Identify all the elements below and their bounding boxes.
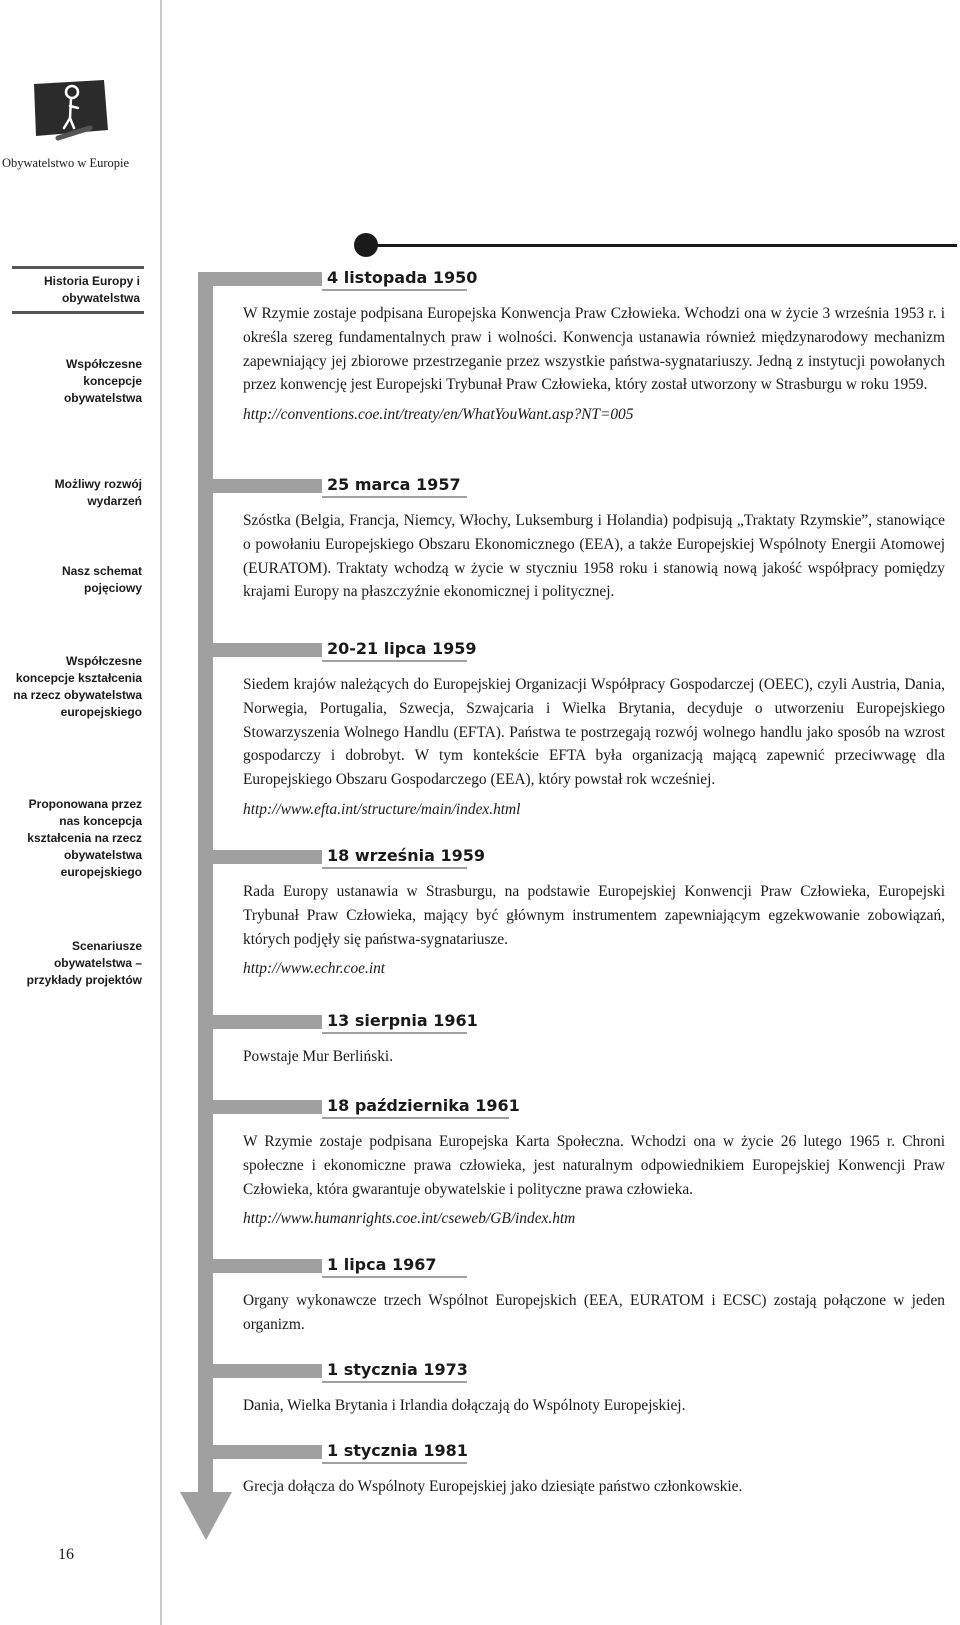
timeline-connector <box>198 272 322 286</box>
sidebar-item-contemporary-concepts[interactable]: Współczesne koncepcje obywatelstwa <box>63 357 142 405</box>
entry-body <box>243 880 945 981</box>
timeline-connector <box>198 1100 322 1114</box>
timeline-connector <box>198 1445 322 1459</box>
timeline-start-dot <box>354 233 378 257</box>
entry-date: 18 października 1961 <box>322 1094 509 1119</box>
entry-body <box>243 1475 945 1499</box>
entry-text: W Rzymie zostaje podpisana Europejska Karta Społeczna. Wchodzi ona w życie 26 lutego 1965 r. Chroni społeczne i ekonomiczne prawa człowieka, jest naturalnym odpowiednikiem Europejskiej Konwencji Praw Człowieka, która gwarantuje obywatelskie i polityczne prawa człowieka. <box>243 1133 945 1198</box>
entry-date: 4 listopada 1950 <box>322 266 467 291</box>
timeline-top-line <box>367 244 957 247</box>
timeline-arrow-down-icon <box>180 1492 232 1540</box>
entry-date: 1 lipca 1967 <box>322 1253 467 1278</box>
sidebar-item-proposed-concept[interactable]: Proponowana przez nas koncepcja kształcenia na rzecz obywatelstwa europejskiego <box>27 797 142 879</box>
entry-text: Siedem krajów należących do Europejskiej Organizacji Współpracy Gospodarczej (OEEC), czyli Austria, Dania, Norwegia, Portugalia, Szwecja, Szwajcaria i Wielka Brytania, decyduje o utworzeniu Europejskiego Stowarzyszenia Wolnego Handlu (EFTA). Państwa te postrzegają rozwój wolnego handlu jako sposób na wzrost gospodarczy i dobrobyt. W tym kontekście EFTA była organizacją mającą zapewnić przeciwwagę dla Europejskiego Obszaru Gospodarczego (EEA), który powstał rok wcześniej. <box>243 676 945 789</box>
page-margin-line <box>160 0 162 1625</box>
timeline-spine <box>198 278 213 1498</box>
timeline-connector <box>198 850 322 864</box>
timeline-connector <box>198 1364 322 1378</box>
sidebar-item-scenarios[interactable]: Scenariusze obywatelstwa – przykłady projektów <box>26 939 142 987</box>
timeline-connector <box>198 1015 322 1029</box>
entry-text: Organy wykonawcze trzech Wspólnot Europejskich (EEA, EURATOM i ECSC) zostają połączone w jeden organizm. <box>243 1292 945 1333</box>
citizenship-logo-icon <box>30 78 110 144</box>
sidebar-item-education-concepts[interactable]: Współczesne koncepcje kształcenia na rzecz obywatelstwa europejskiego <box>13 654 142 719</box>
entry-body <box>243 1394 945 1418</box>
entry-date: 1 stycznia 1981 <box>322 1439 467 1464</box>
timeline-connector <box>198 643 322 657</box>
timeline-connector <box>198 1259 322 1273</box>
entry-link[interactable]: http://www.efta.int/structure/main/index.html <box>243 800 521 818</box>
entry-text: Dania, Wielka Brytania i Irlandia dołączają do Wspólnoty Europejskiej. <box>243 1397 686 1414</box>
entry-link[interactable]: http://www.echr.coe.int <box>243 960 386 978</box>
entry-text: Grecja dołącza do Wspólnoty Europejskiej jako dziesiąte państwo członkowskie. <box>243 1478 743 1495</box>
sidebar-item-history[interactable]: Historia Europy i obywatelstwa <box>12 266 144 314</box>
sidebar-item-concept-scheme[interactable]: Nasz schemat pojęciowy <box>61 564 142 595</box>
entry-body <box>243 302 945 427</box>
entry-body <box>243 1130 945 1231</box>
entry-text: Powstaje Mur Berliński. <box>243 1048 394 1065</box>
entry-body <box>243 673 945 822</box>
entry-body <box>243 509 945 604</box>
entry-date: 20-21 lipca 1959 <box>322 637 467 662</box>
entry-date: 25 marca 1957 <box>322 473 467 498</box>
entry-text: W Rzymie zostaje podpisana Europejska Konwencja Praw Człowieka. Wchodzi ona w życie 3 września 1953 r. i określa szereg fundamentalnych praw i wolności. Konwencja ustanawia również międzynarodowy mechanizm zapewniający jej zbiorowe przestrzeganie przez wszystkie państwa-sygnatariuszy. Jedną z instytucji powołanych przez konwencję jest Europejski Trybunał Praw Człowieka, który został utworzony w Strasburgu w roku 1959. <box>243 305 945 394</box>
entry-link[interactable]: http://www.humanrights.coe.int/cseweb/GB/index.htm <box>243 1210 576 1228</box>
entry-text: Rada Europy ustanawia w Strasburgu, na podstawie Europejskiej Konwencji Praw Człowieka, Europejski Trybunał Praw Człowieka, mający być głównym instrumentem zapewniającym egzekwowanie zobowiązań, których podjęły się państwa-sygnatariusze. <box>243 883 945 948</box>
entry-body <box>243 1289 945 1337</box>
entry-body <box>243 1045 945 1069</box>
sidebar-item-possible-developments[interactable]: Możliwy rozwój wydarzeń <box>54 477 142 508</box>
entry-date: 18 września 1959 <box>322 844 467 869</box>
timeline-connector <box>198 479 322 493</box>
entry-link[interactable]: http://conventions.coe.int/treaty/en/WhatYouWant.asp?NT=005 <box>243 406 634 424</box>
publication-title: Obywatelstwo w Europie <box>2 156 130 170</box>
page-number: 16 <box>58 1546 74 1563</box>
entry-text: Szóstka (Belgia, Francja, Niemcy, Włochy, Luksemburg i Holandia) podpisują „Traktaty Rzymskie”, stanowiące o powołaniu Europejskiego Obszaru Ekonomicznego (EEA), a także Europejskiej Wspólnoty Energii Atomowej (EURATOM). Traktaty wchodzą w życie w styczniu 1958 roku i stanowią nową jakość współpracy pomiędzy krajami Europy na płaszczyźnie ekonomicznej i politycznej. <box>243 512 945 601</box>
entry-date: 1 stycznia 1973 <box>322 1358 467 1383</box>
entry-date: 13 sierpnia 1961 <box>322 1009 467 1034</box>
